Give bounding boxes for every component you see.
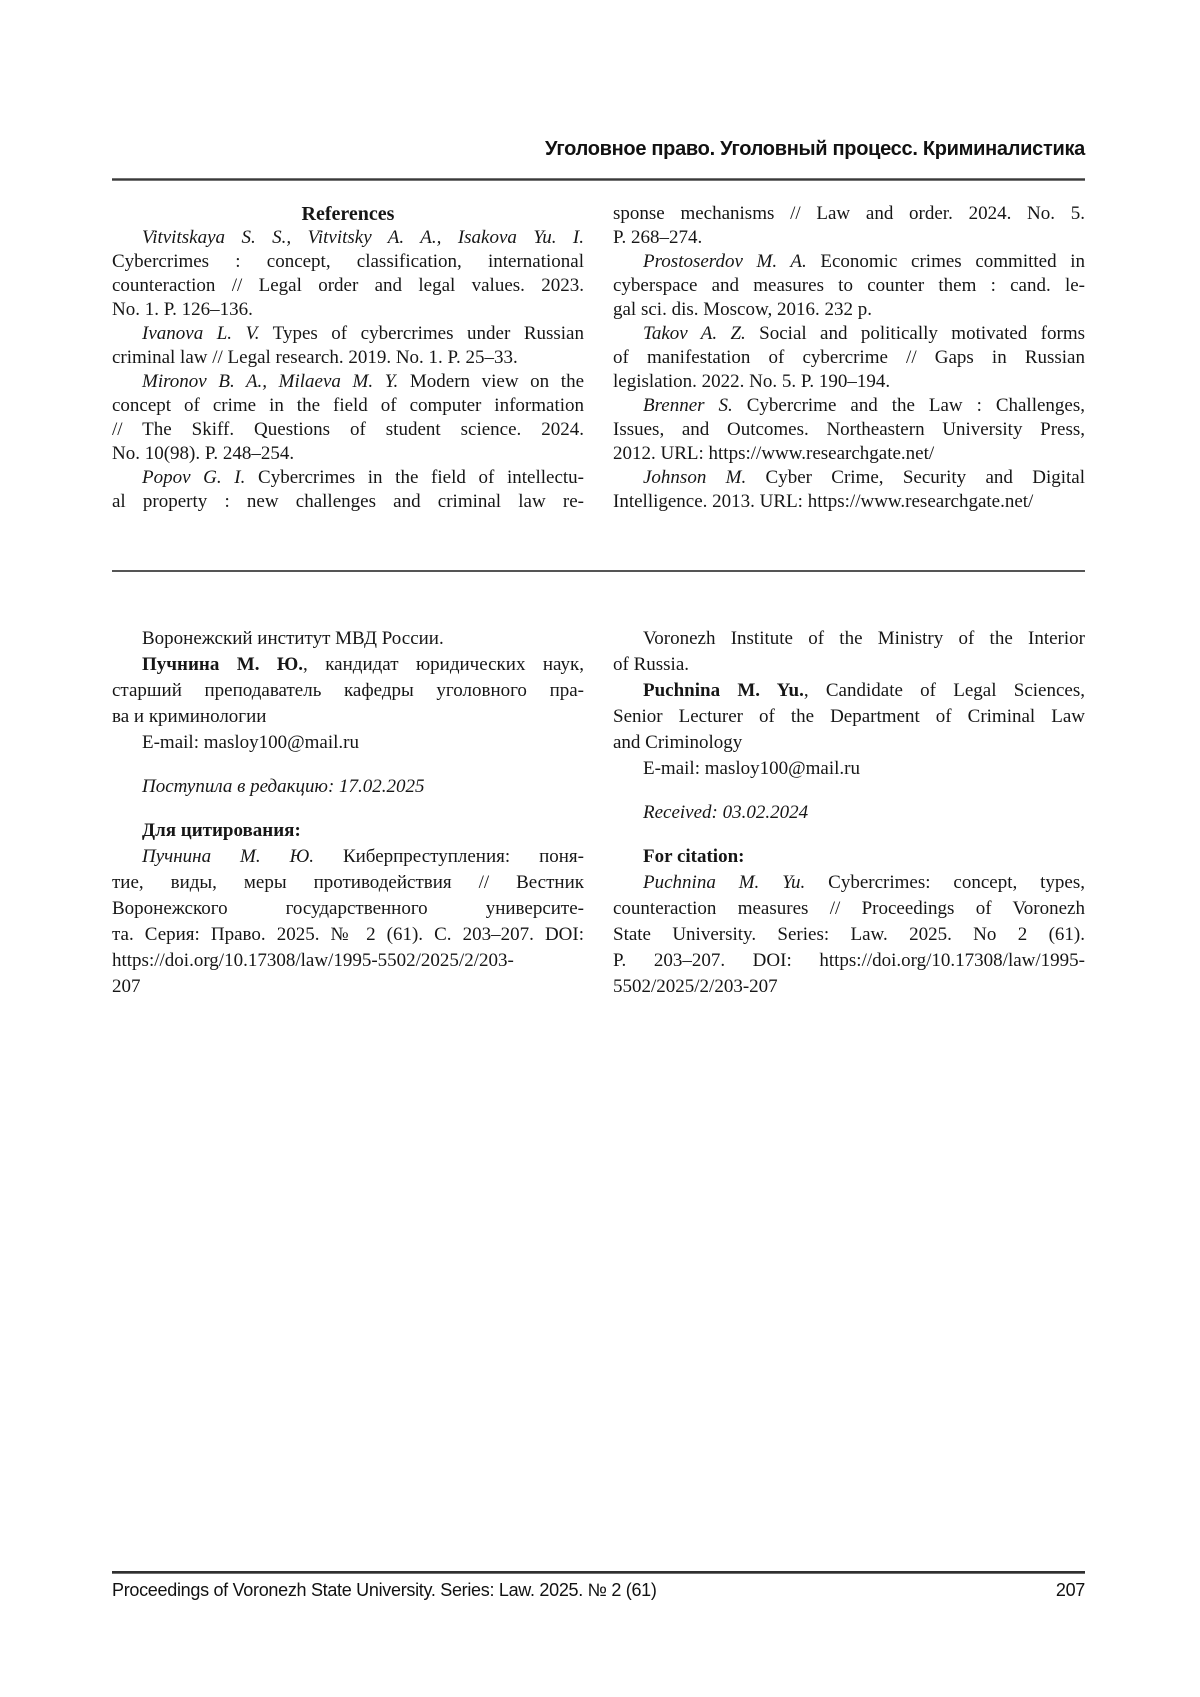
text-line bbox=[613, 274, 1085, 298]
text-segment: Takov A. Z. bbox=[643, 323, 746, 344]
text-line bbox=[613, 870, 1085, 896]
text-line bbox=[112, 974, 584, 1000]
text-segment: Types of cybercrimes under Russian bbox=[259, 323, 584, 344]
text-line bbox=[613, 226, 1085, 250]
text-line bbox=[112, 394, 584, 418]
text-line bbox=[112, 730, 584, 756]
text-line bbox=[112, 626, 584, 652]
text-segment: For citation: bbox=[643, 846, 745, 867]
page-footer bbox=[112, 1580, 1085, 1601]
text-segment: Для цитирования: bbox=[142, 820, 301, 841]
text-segment: старший преподаватель кафедры уголовного пра- bbox=[112, 680, 584, 701]
text-line bbox=[613, 948, 1085, 974]
text-line bbox=[613, 346, 1085, 370]
running-head: Уголовное право. Уголовный процесс. Криминалистика bbox=[545, 138, 1085, 160]
text-line bbox=[613, 896, 1085, 922]
text-segment: Johnson M. bbox=[643, 467, 747, 488]
text-line bbox=[112, 250, 584, 274]
author-info-russian bbox=[112, 626, 584, 1000]
text-segment: , Candidate of Legal Sciences, bbox=[803, 680, 1085, 701]
text-segment: Воронежского государственного университе- bbox=[112, 898, 584, 919]
text-segment: Cybercrime and the Law : Challenges, bbox=[732, 395, 1085, 416]
text-segment: Cybercrimes: concept, types, bbox=[805, 872, 1085, 893]
text-segment: Cybercrimes : concept, classification, international bbox=[112, 251, 584, 272]
text-line bbox=[112, 322, 584, 346]
footer-rule bbox=[112, 1571, 1085, 1574]
blank-line bbox=[112, 800, 584, 818]
header-rule bbox=[112, 178, 1085, 181]
text-segment: ва и криминологии bbox=[112, 706, 267, 727]
text-segment: Senior Lecturer of the Department of Criminal Law bbox=[613, 706, 1085, 727]
text-segment: E-mail: masloy100@mail.ru bbox=[142, 732, 359, 753]
text-segment: Popov G. I. bbox=[142, 467, 246, 488]
text-segment: Issues, and Outcomes. Northeastern University Press, bbox=[613, 419, 1085, 440]
text-segment: тие, виды, меры противодействия // Вестник bbox=[112, 872, 584, 893]
text-segment: counteraction // Legal order and legal values. 2023. bbox=[112, 275, 584, 296]
text-segment: Social and politically motivated forms bbox=[745, 323, 1085, 344]
text-line bbox=[112, 818, 584, 844]
text-line bbox=[613, 490, 1085, 514]
journal-title: Proceedings of Voronezh State University. Series: Law. 2025. № 2 (61) bbox=[112, 1580, 657, 1600]
text-segment: Mironov B. A., Milaeva M. Y. bbox=[142, 371, 399, 392]
text-line bbox=[112, 652, 584, 678]
text-line bbox=[112, 922, 584, 948]
text-line bbox=[112, 774, 584, 800]
page-number: 207 bbox=[1055, 1580, 1085, 1600]
text-line bbox=[613, 418, 1085, 442]
text-line bbox=[112, 704, 584, 730]
text-segment: // The Skiff. Questions of student science. 2024. bbox=[112, 419, 584, 440]
text-line bbox=[613, 298, 1085, 322]
text-segment: P. 268–274. bbox=[613, 227, 703, 248]
text-segment: Пучнина М. Ю. bbox=[142, 846, 314, 867]
text-segment: Puchnina M. Yu. bbox=[643, 680, 804, 701]
text-segment: Economic crimes committed in bbox=[806, 251, 1085, 272]
text-segment: Пучнина М. Ю. bbox=[142, 654, 304, 675]
text-segment: of Russia. bbox=[613, 654, 689, 675]
text-line bbox=[112, 490, 584, 514]
text-segment: Received: 03.02.2024 bbox=[643, 802, 809, 823]
references-right-column bbox=[613, 202, 1085, 514]
text-segment: criminal law // Legal research. 2019. No. 1. P. 25–33. bbox=[112, 347, 518, 368]
text-segment: та. Серия: Право. 2025. № 2 (61). С. 203–207. DOI: bbox=[112, 924, 584, 945]
text-segment: Puchnina M. Yu. bbox=[643, 872, 806, 893]
author-info-russian-lines bbox=[112, 626, 584, 1000]
references-right-lines bbox=[613, 202, 1085, 514]
text-line bbox=[112, 466, 584, 490]
text-line bbox=[613, 844, 1085, 870]
text-segment: counteraction measures // Proceedings of Voronezh bbox=[613, 898, 1085, 919]
author-info-english bbox=[613, 626, 1085, 1000]
text-line bbox=[112, 370, 584, 394]
text-line bbox=[613, 322, 1085, 346]
text-line bbox=[112, 870, 584, 896]
text-line bbox=[112, 226, 584, 250]
text-segment: Ivanova L. V. bbox=[142, 323, 260, 344]
text-line bbox=[613, 394, 1085, 418]
text-segment: E-mail: masloy100@mail.ru bbox=[643, 758, 860, 779]
text-segment: 207 bbox=[112, 976, 141, 997]
text-line bbox=[112, 298, 584, 322]
text-line bbox=[112, 844, 584, 870]
text-segment: Воронежский институт МВД России. bbox=[142, 628, 444, 649]
text-segment: State University. Series: Law. 2025. No 2 (61). bbox=[613, 924, 1085, 945]
text-line bbox=[112, 274, 584, 298]
author-info-english-lines bbox=[613, 626, 1085, 1000]
text-segment: and Criminology bbox=[613, 732, 743, 753]
text-segment: Voronezh Institute of the Ministry of the Interior bbox=[643, 628, 1085, 649]
section-divider-rule bbox=[112, 570, 1085, 572]
text-segment: Intelligence. 2013. URL: https://www.researchgate.net/ bbox=[613, 491, 1034, 512]
text-segment: Киберпреступления: поня- bbox=[313, 846, 584, 867]
text-line bbox=[613, 756, 1085, 782]
text-segment: P. 203–207. DOI: https://doi.org/10.17308/law/1995- bbox=[613, 950, 1085, 971]
authors-section bbox=[112, 626, 1085, 1000]
text-segment: Modern view on the bbox=[398, 371, 584, 392]
text-line bbox=[112, 418, 584, 442]
text-line bbox=[112, 442, 584, 466]
text-segment: legislation. 2022. No. 5. P. 190–194. bbox=[613, 371, 891, 392]
text-segment: cyberspace and measures to counter them : cand. le- bbox=[613, 275, 1085, 296]
text-segment: , кандидат юридических наук, bbox=[303, 654, 584, 675]
text-segment: Brenner S. bbox=[643, 395, 733, 416]
text-line bbox=[613, 442, 1085, 466]
blank-line bbox=[613, 782, 1085, 800]
text-segment: Prostoserdov M. A. bbox=[643, 251, 807, 272]
text-segment: sponse mechanisms // Law and order. 2024. No. 5. bbox=[613, 203, 1085, 224]
text-segment: Cybercrimes in the field of intellectu- bbox=[245, 467, 584, 488]
text-segment: concept of crime in the field of computer information bbox=[112, 395, 584, 416]
references-title: References bbox=[301, 203, 395, 225]
text-line bbox=[613, 678, 1085, 704]
text-segment: 2012. URL: https://www.researchgate.net/ bbox=[613, 443, 935, 464]
text-segment: No. 1. P. 126–136. bbox=[112, 299, 253, 320]
text-line bbox=[613, 922, 1085, 948]
text-line bbox=[112, 948, 584, 974]
text-line bbox=[613, 202, 1085, 226]
text-segment: Cyber Crime, Security and Digital bbox=[746, 467, 1085, 488]
text-line bbox=[613, 652, 1085, 678]
text-line bbox=[613, 974, 1085, 1000]
text-segment: 5502/2025/2/203-207 bbox=[613, 976, 778, 997]
blank-line bbox=[112, 756, 584, 774]
text-line bbox=[613, 370, 1085, 394]
text-line bbox=[613, 466, 1085, 490]
text-segment: al property : new challenges and criminal law re- bbox=[112, 491, 584, 512]
references-left-lines bbox=[112, 226, 584, 514]
text-segment: gal sci. dis. Moscow, 2016. 232 p. bbox=[613, 299, 872, 320]
references-left-column bbox=[112, 202, 584, 514]
text-segment: Поступила в редакцию: 17.02.2025 bbox=[142, 776, 425, 797]
text-segment: Vitvitskaya S. S., Vitvitsky A. A., Isakova Yu. I. bbox=[142, 227, 584, 248]
references-section bbox=[112, 202, 1085, 514]
text-line bbox=[613, 250, 1085, 274]
text-line bbox=[112, 346, 584, 370]
text-line bbox=[613, 704, 1085, 730]
text-line bbox=[613, 730, 1085, 756]
text-line bbox=[112, 678, 584, 704]
text-line bbox=[613, 626, 1085, 652]
blank-line bbox=[613, 826, 1085, 844]
text-segment: of manifestation of cybercrime // Gaps in Russian bbox=[613, 347, 1085, 368]
text-line bbox=[112, 896, 584, 922]
text-line bbox=[613, 800, 1085, 826]
text-segment: https://doi.org/10.17308/law/1995-5502/2025/2/203- bbox=[112, 950, 514, 971]
text-segment: No. 10(98). P. 248–254. bbox=[112, 443, 295, 464]
